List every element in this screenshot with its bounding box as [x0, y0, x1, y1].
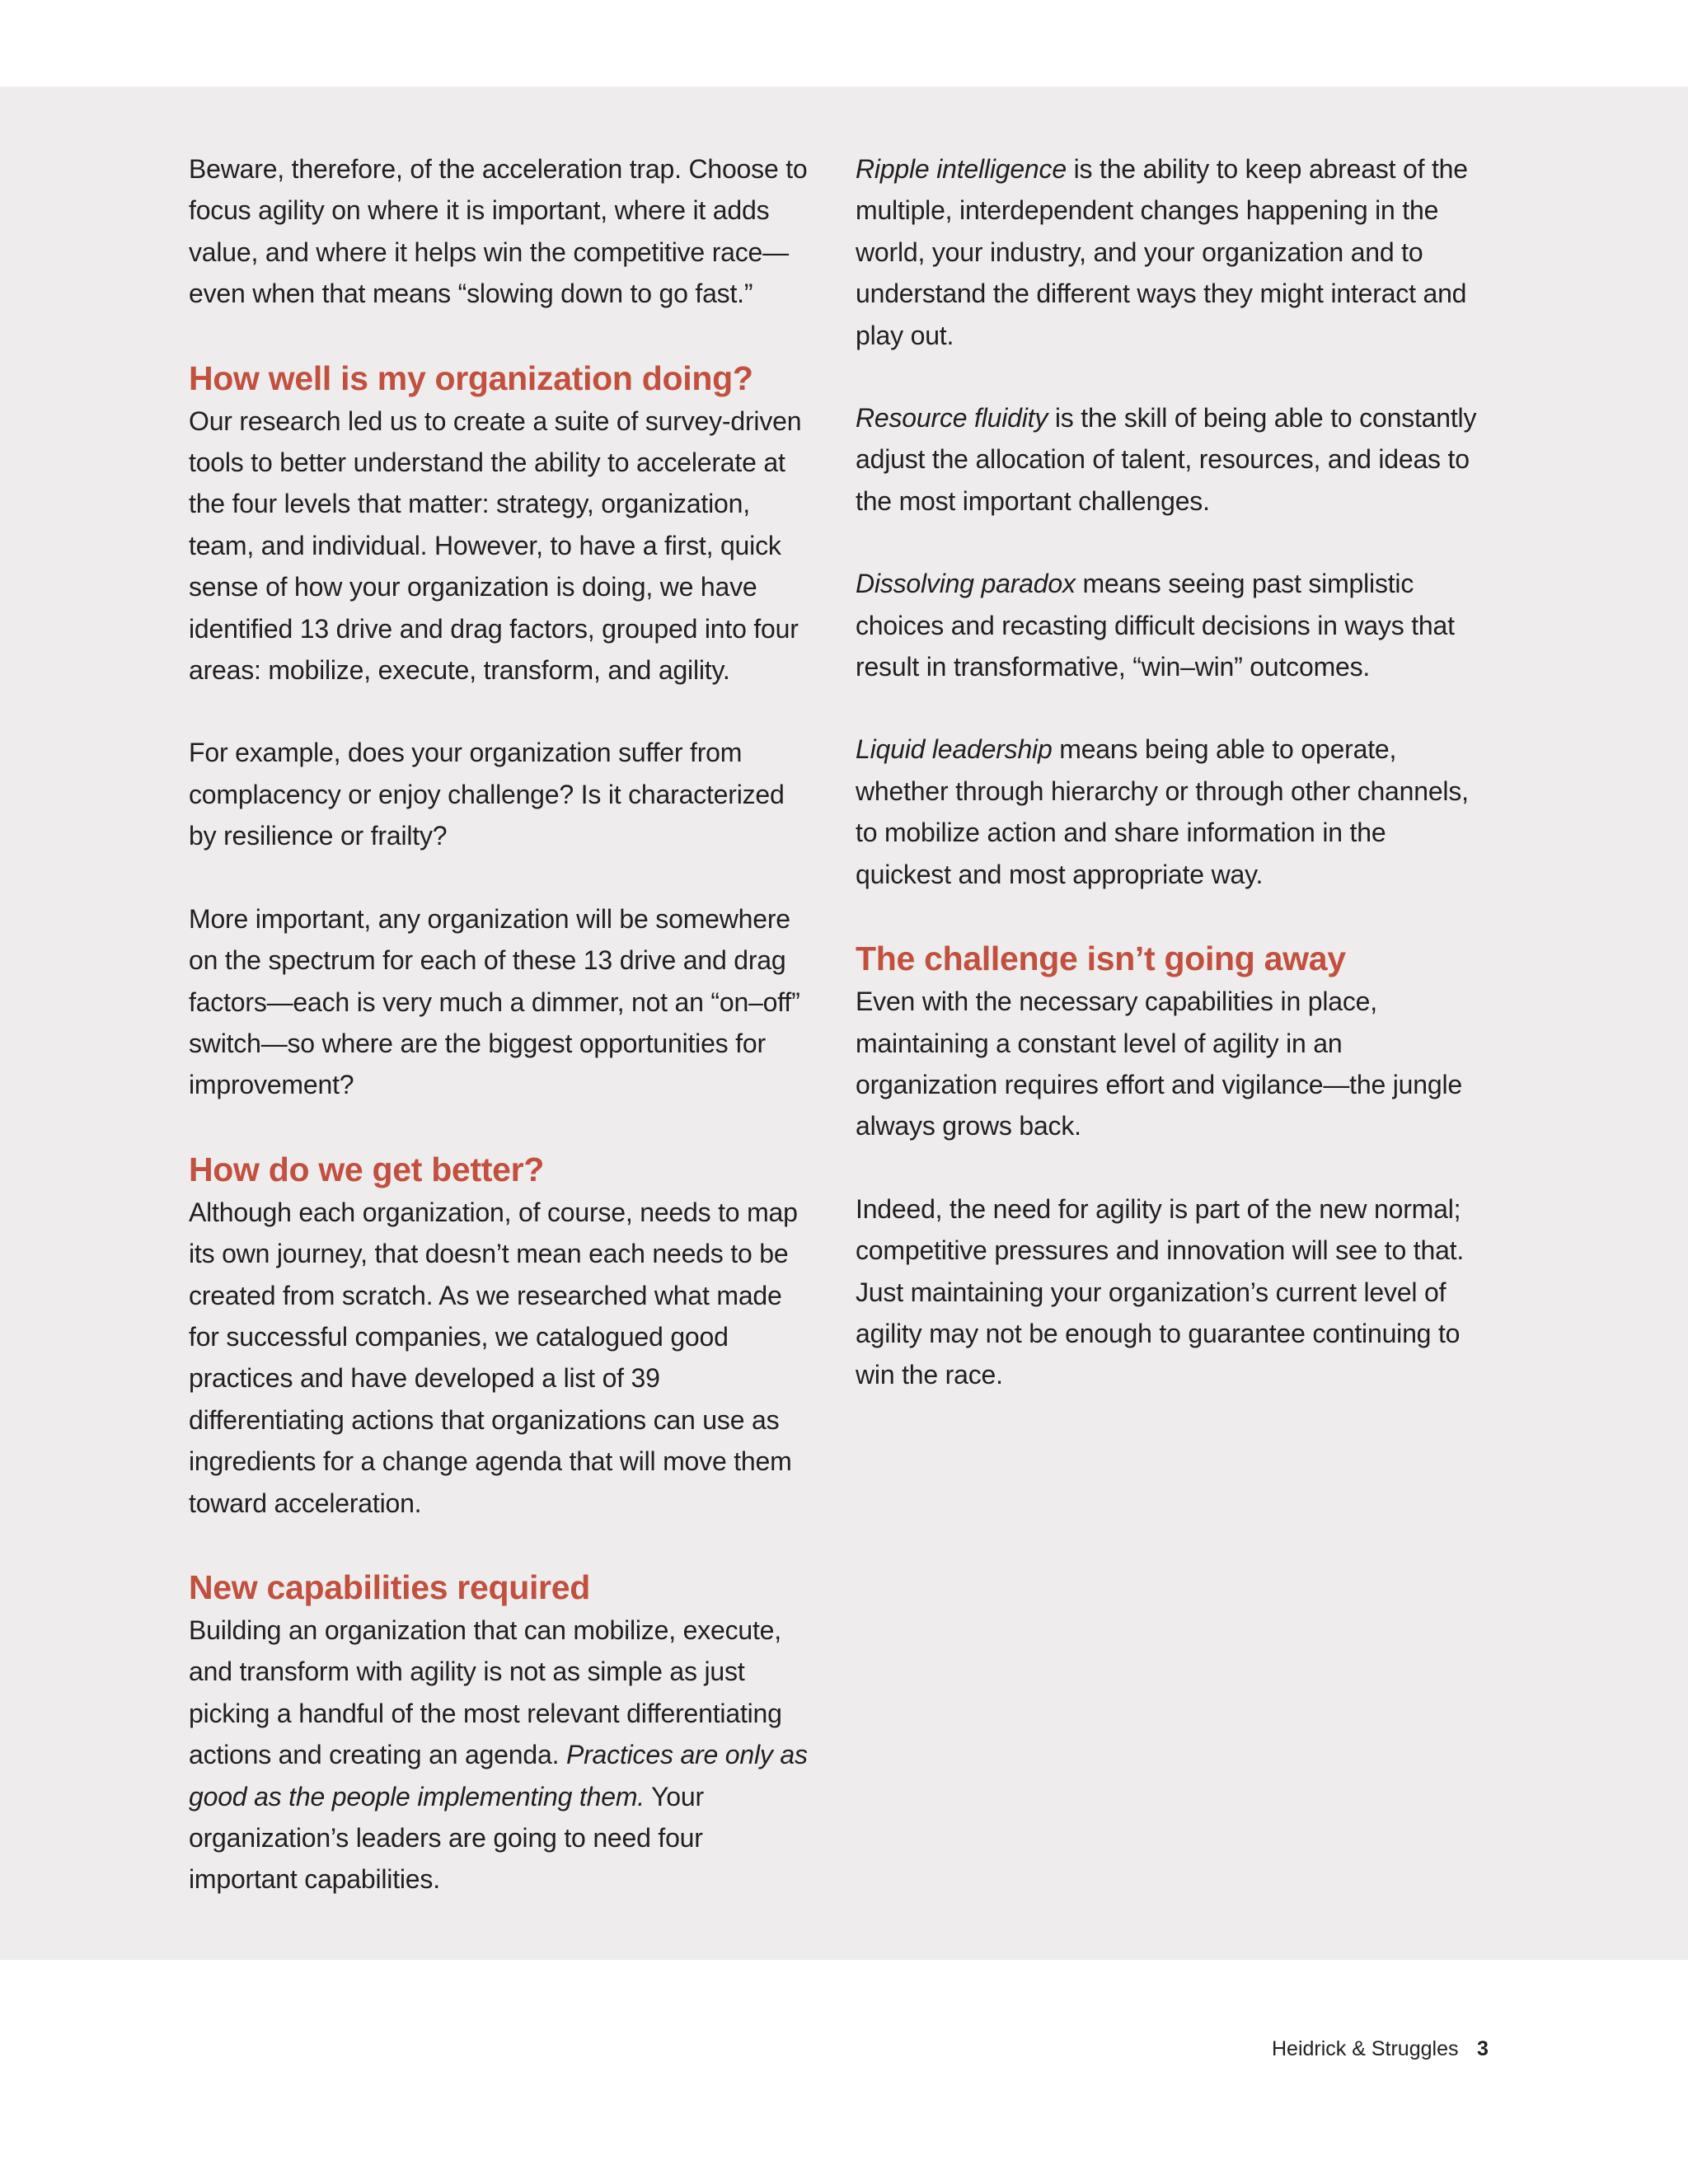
paragraph: Although each organization, of course, needs to map its own journey, that doesn’t mean each needs to be created from scratch. As we researched what made for successful companies, we catalogued good practices and have developed a list of 39 differentiating actions that organizations can use as ingredients for a change agenda that will move them toward acceleration.: [189, 1197, 798, 1518]
capability-text: means seeing past simplistic choices and recasting difficult decisions in ways that result in transformative, “win–win” outcomes.: [856, 569, 1455, 682]
capability-paragraph: [856, 729, 1482, 895]
capability-paragraph: [856, 148, 1482, 356]
section-heading-get-better: How do we get better?: [189, 1150, 545, 1188]
paragraph: Indeed, the need for agility is part of the new normal; competitive pressures and innovation will see to that. Just maintaining your organization’s current level of agility may not be enough to guarantee continuing to win the race.: [856, 1193, 1465, 1390]
capability-text: is the skill of being able to constantly adjust the allocation of talent, resources, and ideas to the most important challenges.: [856, 403, 1477, 516]
capability-term: Liquid leadership: [856, 734, 1053, 765]
page-number: 3: [1477, 2037, 1489, 2060]
company-name: Heidrick & Struggles: [1272, 2037, 1459, 2060]
section-heading-organization-doing: How well is my organization doing?: [189, 359, 753, 397]
section-heading-challenge: The challenge isn’t going away: [856, 940, 1346, 978]
italic-emphasis: Practices are only as good as the people implementing them.: [189, 1740, 808, 1811]
capability-term: Ripple intelligence: [856, 154, 1067, 184]
section-heading-new-capabilities: New capabilities required: [189, 1568, 590, 1606]
text-run: Building an organization that can mobilize, execute, and transform with agility is not as simple as just picking a handful of the most relevant differentiating actions and creating an agenda.: [189, 1615, 782, 1770]
paragraph: For example, does your organization suffer from complacency or enjoy challenge? Is it characterized by resilience or frailty?: [189, 738, 785, 851]
text-run: Your organization’s leaders are going to need four important capabilities.: [189, 1781, 704, 1895]
capability-text: is the ability to keep abreast of the multiple, interdependent changes happening in the world, your industry, and your organization and to understand the different ways they might interact and play out.: [856, 154, 1468, 350]
paragraph: Even with the necessary capabilities in place, maintaining a constant level of agility in an organization requires effort and vigilance—the jungle always grows back.: [856, 987, 1462, 1141]
content-panel: [0, 87, 1688, 1960]
paragraph: Our research led us to create a suite of survey-driven tools to better understand the ability to accelerate at the four levels that matter: strategy, organization, team, and individual. However, to have a first, quick sense of how your organization is doing, we have identified 13 drive and drag factors, grouped into four areas: mobilize, execute, transform, and agility.: [189, 405, 802, 686]
left-column: [189, 148, 815, 1942]
paragraph: More important, any organization will be somewhere on the spectrum for each of these 13 drive and drag factors—each is very much a dimmer, not an “on–off” switch—so where are the biggest opportunities for improvement?: [189, 903, 800, 1100]
capability-term: Dissolving paradox: [856, 569, 1076, 599]
capability-term: Resource fluidity: [856, 403, 1048, 434]
capability-text: means being able to operate, whether through hierarchy or through other channels, to mobilize action and share information in the quickest and most appropriate way.: [856, 734, 1469, 889]
intro-paragraph: Beware, therefore, of the acceleration trap. Choose to focus agility on where it is important, where it adds value, and where it helps win the competitive race—even when that means “slowing down to go fast.”: [189, 154, 808, 309]
capability-paragraph: [856, 563, 1482, 687]
capability-paragraph: [856, 397, 1482, 522]
right-column: [856, 148, 1482, 1437]
paragraph: [189, 1610, 815, 1900]
